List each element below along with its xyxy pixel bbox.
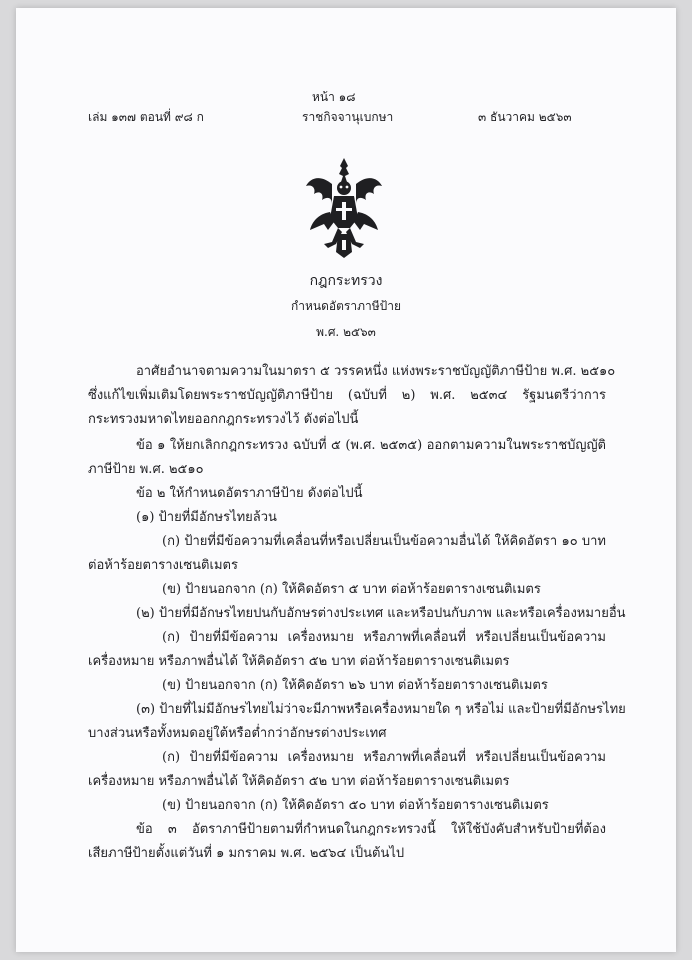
preamble-line-3: กระทรวงมหาดไทยออกกฎกระทรวงไว้ ดังต่อไปนี้ bbox=[88, 412, 359, 427]
document-year: พ.ศ. ๒๕๖๓ bbox=[316, 325, 376, 339]
clause-3-line-2: เสียภาษีป้ายตั้งแต่วันที่ ๑ มกราคม พ.ศ. ๒๕๖๔ เป็นต้นไป bbox=[88, 846, 405, 861]
item-3-line-1: (๓) ป้ายที่ไม่มีอักษรไทยไม่ว่าจะมีภาพหรือเครื่องหมายใด ๆ หรือไม่ และป้ายที่มีอักษรไทย bbox=[136, 702, 626, 717]
item-2-a-line-1: (ก) ป้ายที่มีข้อความ เครื่องหมาย หรือภาพที่เคลื่อนที่ หรือเปลี่ยนเป็นข้อความ bbox=[162, 630, 606, 645]
item-3-line-2: บางส่วนหรือทั้งหมดอยู่ใต้หรือต่ำกว่าอักษรต่างประเทศ bbox=[88, 726, 387, 741]
item-2: (๒) ป้ายที่มีอักษรไทยปนกับอักษรต่างประเทศ และหรือปนกับภาพ และหรือเครื่องหมายอื่น bbox=[136, 606, 626, 621]
volume-number: เล่ม ๑๓๗ ตอนที่ ๙๘ ก bbox=[88, 110, 204, 124]
item-3-a-line-1: (ก) ป้ายที่มีข้อความ เครื่องหมาย หรือภาพที่เคลื่อนที่ หรือเปลี่ยนเป็นข้อความ bbox=[162, 750, 606, 765]
gazette-name: ราชกิจจานุเบกษา bbox=[302, 110, 394, 124]
preamble-line-1: อาศัยอำนาจตามความในมาตรา ๕ วรรคหนึ่ง แห่งพระราชบัญญัติภาษีป้าย พ.ศ. ๒๕๑๐ bbox=[136, 364, 616, 379]
preamble-line-2: ซึ่งแก้ไขเพิ่มเติมโดยพระราชบัญญัติภาษีป้าย (ฉบับที่ ๒) พ.ศ. ๒๕๓๔ รัฐมนตรีว่าการ bbox=[88, 388, 606, 403]
item-1-a-line-1: (ก) ป้ายที่มีข้อความที่เคลื่อนที่หรือเปลี่ยนเป็นข้อความอื่นได้ ให้คิดอัตรา ๑๐ บาท bbox=[162, 534, 606, 549]
item-1: (๑) ป้ายที่มีอักษรไทยล้วน bbox=[136, 510, 277, 525]
document-title: กฎกระทรวง bbox=[309, 273, 383, 289]
document-subtitle: กำหนดอัตราภาษีป้าย bbox=[290, 299, 402, 313]
clause-1-line-1: ข้อ ๑ ให้ยกเลิกกฎกระทรวง ฉบับที่ ๕ (พ.ศ. ๒๕๓๕) ออกตามความในพระราชบัญญัติ bbox=[136, 438, 606, 453]
gazette-page bbox=[16, 8, 676, 952]
item-2-a-line-2: เครื่องหมาย หรือภาพอื่นได้ ให้คิดอัตรา ๕๒ บาท ต่อห้าร้อยตารางเซนติเมตร bbox=[88, 654, 510, 669]
garuda-emblem-icon bbox=[302, 156, 386, 260]
item-3-b: (ข) ป้ายนอกจาก (ก) ให้คิดอัตรา ๕๐ บาท ต่อห้าร้อยตารางเซนติเมตร bbox=[162, 798, 549, 813]
clause-1-line-2: ภาษีป้าย พ.ศ. ๒๕๑๐ bbox=[88, 462, 204, 477]
item-1-a-line-2: ต่อห้าร้อยตารางเซนติเมตร bbox=[88, 558, 238, 573]
item-3-a-line-2: เครื่องหมาย หรือภาพอื่นได้ ให้คิดอัตรา ๕๒ บาท ต่อห้าร้อยตารางเซนติเมตร bbox=[88, 774, 510, 789]
item-1-b: (ข) ป้ายนอกจาก (ก) ให้คิดอัตรา ๕ บาท ต่อห้าร้อยตารางเซนติเมตร bbox=[162, 582, 541, 597]
item-2-b: (ข) ป้ายนอกจาก (ก) ให้คิดอัตรา ๒๖ บาท ต่อห้าร้อยตารางเซนติเมตร bbox=[162, 678, 548, 693]
clause-2: ข้อ ๒ ให้กำหนดอัตราภาษีป้าย ดังต่อไปนี้ bbox=[136, 486, 363, 501]
issue-date: ๓ ธันวาคม ๒๕๖๓ bbox=[478, 110, 572, 124]
page-number: หน้า ๑๘ bbox=[312, 90, 356, 104]
clause-3-line-1: ข้อ ๓ อัตราภาษีป้ายตามที่กำหนดในกฎกระทรวงนี้ ให้ใช้บังคับสำหรับป้ายที่ต้อง bbox=[136, 822, 606, 837]
